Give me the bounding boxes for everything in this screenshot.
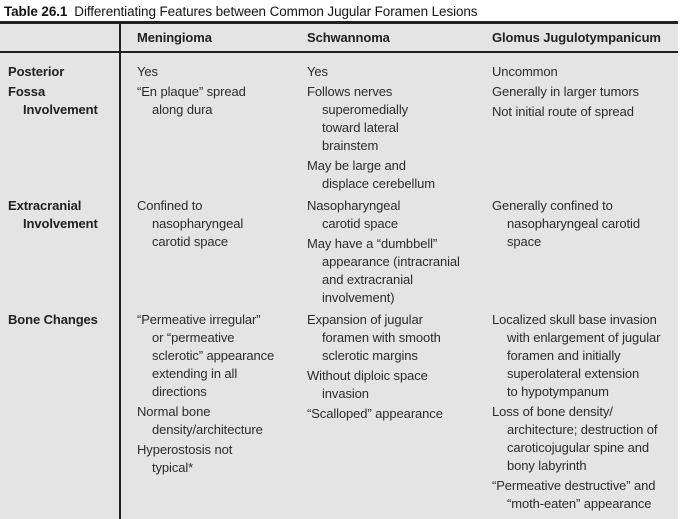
cell-line: Fossa [8,84,46,99]
cell-line: to hypotympanum [507,384,609,399]
cell-line: sclerotic” appearance [152,348,275,363]
cell-line: Bone Changes [8,312,98,327]
cell-line: extending in all [152,366,238,381]
cell-line: May have a “dumbbell” [307,236,438,251]
cell-line: caroticojugular spine and [507,440,650,455]
table-title [4,4,477,19]
cell-line: carotid space [152,234,229,249]
cell-line: foramen and initially [507,348,621,363]
cell-line: Posterior [8,64,65,79]
meningioma-cell [122,63,292,193]
cell-line: nasopharyngeal [152,216,244,231]
cell-line: density/architecture [152,422,263,437]
table-number: Table 26.1 [4,4,68,19]
cell-line: Expansion of jugular [307,312,423,327]
cell-line: with enlargement of jugular [507,330,661,345]
column-header-schwannoma: Schwannoma [307,30,390,45]
cell-line: foramen with smooth [322,330,441,345]
feature-cell [0,197,122,307]
cell-line: Involvement [23,102,98,117]
cell-line: nasopharyngeal carotid [507,216,640,231]
cell-line: sclerotic margins [322,348,418,363]
cell-line: Generally in larger tumors [492,84,639,99]
meningioma-cell [122,197,292,307]
cell-line: and extracranial [322,272,413,287]
cell-line: along dura [152,102,213,117]
feature-cell [0,311,122,513]
cell-line: superomedially [322,102,409,117]
cell-line: “En plaque” spread [137,84,246,99]
column-divider [119,21,121,519]
cell-line: or “permeative [152,330,235,345]
cell-line: Generally confined to [492,198,613,213]
table-row [0,197,678,307]
comparison-table [0,21,678,519]
cell-line: typical* [152,460,194,475]
cell-line: Involvement [23,216,98,231]
header-row [0,24,678,51]
glomus-cell [477,197,678,307]
cell-line: “Permeative destructive” and [492,478,656,493]
cell-line: toward lateral [322,120,399,135]
meningioma-cell [122,311,292,513]
cell-line: invasion [322,386,369,401]
cell-line: displace cerebellum [322,176,435,191]
cell-line: involvement) [322,290,395,305]
cell-line: Extracranial [8,198,82,213]
cell-line: “Scalloped” appearance [307,406,443,421]
cell-line: May be large and [307,158,406,173]
schwannoma-cell [292,197,477,307]
cell-line: Confined to [137,198,203,213]
cell-line: Uncommon [492,64,558,79]
cell-line: Yes [137,64,158,79]
cell-line: directions [152,384,207,399]
table-caption: Differentiating Features between Common Jugular Foramen Lesions [74,4,478,19]
cell-line: Normal bone [137,404,211,419]
column-header-meningioma: Meningioma [137,30,212,45]
cell-line: architecture; destruction of [507,422,658,437]
cell-line: Hyperostosis not [137,442,233,457]
cell-line: Not initial route of spread [492,104,634,119]
table-row [0,63,678,193]
cell-line: space [507,234,542,249]
cell-line: carotid space [322,216,399,231]
glomus-cell [477,63,678,193]
cell-line: Without diploic space [307,368,428,383]
cell-line: Follows nerves [307,84,393,99]
cell-line: bony labyrinth [507,458,587,473]
table-row [0,311,678,513]
cell-line: “moth-eaten” appearance [507,496,652,511]
cell-line: brainstem [322,138,379,153]
cell-line: Yes [307,64,328,79]
column-header-glomus: Glomus Jugulotympanicum [492,30,661,45]
glomus-cell [477,311,678,513]
schwannoma-cell [292,311,477,513]
cell-line: Loss of bone density/ [492,404,613,419]
cell-line: superolateral extension [507,366,640,381]
table-body [0,53,678,519]
cell-line: Localized skull base invasion [492,312,657,327]
cell-line: “Permeative irregular” [137,312,261,327]
cell-line: Nasopharyngeal [307,198,401,213]
feature-cell [0,63,122,193]
cell-line: appearance (intracranial [322,254,460,269]
schwannoma-cell [292,63,477,193]
